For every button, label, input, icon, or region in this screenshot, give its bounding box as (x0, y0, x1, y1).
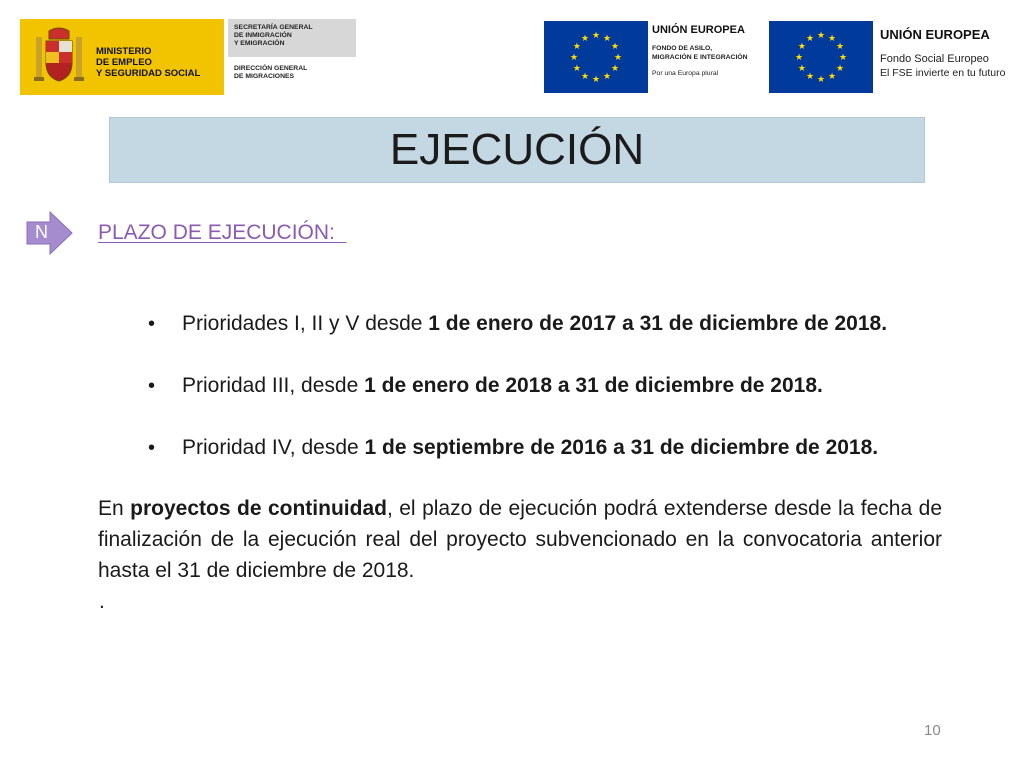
page-title: EJECUCIÓN (389, 125, 645, 174)
eu-fund-line: MIGRACIÓN E INTEGRACIÓN (652, 54, 748, 61)
eu-star-icon: ★ (611, 63, 620, 73)
bullet-icon: • (148, 437, 156, 459)
eu-star-icon: ★ (805, 32, 815, 43)
continuity-paragraph (98, 493, 942, 586)
eu-fse-logo-text (880, 27, 1020, 80)
paragraph-start: En (98, 497, 131, 520)
eu-stars-icon (544, 21, 648, 93)
eu-fund-name: Fondo Social Europeo (880, 53, 989, 65)
list-item-text: Prioridades I, II y V desde (182, 312, 429, 335)
priority-list (148, 310, 968, 496)
marker-letter: N (35, 222, 48, 242)
list-item-dates: 1 de enero de 2018 a 31 de diciembre de 2018. (364, 374, 823, 397)
eu-star-icon: ★ (827, 32, 837, 43)
eu-star-icon: ★ (613, 52, 623, 62)
ministerio-text (96, 46, 200, 79)
eu-star-icon: ★ (797, 63, 806, 73)
secretaria-line: SECRETARÍA GENERAL (234, 24, 313, 31)
direccion-line: DE MIGRACIONES (234, 73, 295, 80)
direccion-line: DIRECCIÓN GENERAL (234, 65, 308, 72)
eu-fund-line: FONDO DE ASILO, (652, 45, 713, 52)
eu-tagline: Por una Europa plural (652, 70, 719, 77)
list-item (148, 372, 968, 400)
eu-amif-logo-text (652, 24, 764, 77)
eu-star-icon: ★ (836, 63, 845, 73)
eu-title: UNIÓN EUROPEA (880, 27, 990, 42)
ministerio-line: Y SEGURIDAD SOCIAL (96, 68, 201, 79)
eu-star-icon: ★ (797, 41, 806, 51)
arrow-marker-icon (26, 211, 74, 255)
eu-flag-icon (769, 21, 873, 93)
eu-star-icon: ★ (816, 30, 826, 40)
arrow-shape-icon (26, 211, 74, 255)
coat-of-arms-icon (32, 27, 86, 87)
eu-title: UNIÓN EUROPEA (652, 24, 745, 36)
eu-star-icon: ★ (805, 71, 815, 82)
eu-star-icon: ★ (816, 74, 826, 84)
direccion-box (228, 61, 356, 95)
eu-star-icon: ★ (580, 71, 590, 82)
eu-star-icon: ★ (602, 71, 612, 82)
section-heading: PLAZO DE EJECUCIÓN: (98, 221, 347, 244)
page-number: 10 (924, 722, 941, 739)
list-item-dates: 1 de septiembre de 2016 a 31 de diciembre de 2018. (364, 436, 879, 459)
secretaria-line: Y EMIGRACIÓN (234, 40, 285, 47)
secretaria-logo (228, 19, 356, 95)
trailing-dot: . (99, 590, 105, 613)
eu-star-icon: ★ (569, 52, 579, 62)
secretaria-line: DE INMIGRACIÓN (234, 32, 292, 39)
eu-star-icon: ★ (838, 52, 848, 62)
ministerio-line: MINISTERIO (96, 46, 152, 57)
eu-stars-icon (769, 21, 873, 93)
eu-star-icon: ★ (591, 74, 601, 84)
bullet-icon: • (148, 313, 156, 335)
list-item (148, 434, 968, 462)
ministerio-logo (20, 19, 224, 95)
list-item-text: Prioridad III, desde (182, 374, 365, 397)
eu-tagline: El FSE invierte en tu futuro (880, 67, 1006, 79)
eu-star-icon: ★ (836, 41, 845, 51)
title-bar (109, 117, 925, 183)
list-item-text: Prioridad IV, desde (182, 436, 365, 459)
eu-star-icon: ★ (794, 52, 804, 62)
paragraph-emphasis: proyectos de continuidad (130, 497, 387, 520)
paragraph-rest: , el plazo de ejecución podrá extenderse desde la fecha de finalización de la ejecución real del proyecto subvencionado en la convocatoria anterior hasta el 31 de diciembre de 2018. (98, 497, 942, 582)
eu-star-icon: ★ (572, 63, 581, 73)
eu-star-icon: ★ (602, 32, 612, 43)
ministerio-line: DE EMPLEO (96, 57, 152, 68)
list-item (148, 310, 968, 338)
eu-star-icon: ★ (591, 30, 601, 40)
bullet-icon: • (148, 375, 156, 397)
secretaria-box (228, 19, 356, 57)
eu-star-icon: ★ (827, 71, 837, 82)
eu-star-icon: ★ (611, 41, 620, 51)
eu-flag-icon (544, 21, 648, 93)
eu-star-icon: ★ (572, 41, 581, 51)
eu-star-icon: ★ (580, 32, 590, 43)
list-item-dates: 1 de enero de 2017 a 31 de diciembre de 2018. (428, 312, 888, 335)
